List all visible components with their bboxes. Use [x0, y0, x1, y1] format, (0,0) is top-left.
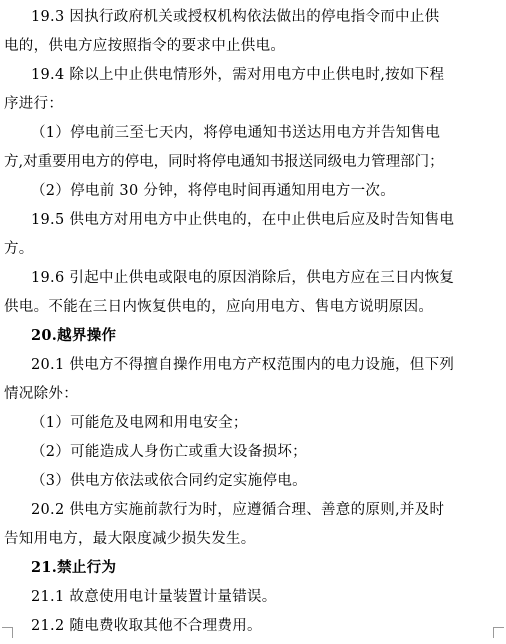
clause-19-4-line-2: 序进行： [4, 96, 64, 112]
margin-corner-mark-right [493, 627, 504, 638]
section-21-heading: 21.禁止行为 [31, 559, 117, 576]
clause-19-6-line-1: 19.6 引起中止供电或限电的原因消除后，供电方应在三日内恢复 [31, 270, 455, 286]
clause-20-1-line-2: 情况除外： [4, 386, 78, 402]
section-20-heading: 20.越界操作 [31, 327, 117, 344]
margin-corner-mark-left [2, 627, 13, 638]
clause-21-2: 21.2 随电费收取其他不合理费用。 [31, 618, 262, 634]
clause-19-6-line-2: 供电。不能在三日内恢复供电的，应向用电方、售电方说明原因。 [4, 299, 434, 315]
clause-20-1-line-1: 20.1 供电方不得擅自操作用电方产权范围内的电力设施，但下列 [31, 357, 455, 373]
clause-19-4-item-1-line-2: 方,对重要用电方的停电，同时将停电通知书报送同级电力管理部门； [4, 154, 444, 170]
clause-19-3-line-1: 19.3 因执行政府机关或授权机构依法做出的停电指令而中止供 [31, 9, 440, 25]
clause-19-4-item-1-line-1: （1）停电前三至七天内，将停电通知书送达用电方并告知售电 [31, 125, 441, 141]
clause-20-2-line-2: 告知用电方，最大限度减少损失发生。 [4, 531, 256, 547]
clause-20-1-item-1: （1）可能危及电网和用电安全； [31, 415, 248, 431]
clause-21-1: 21.1 故意使用电计量装置计量错误。 [31, 589, 277, 605]
clause-20-2-line-1: 20.2 供电方实施前款行为时，应遵循合理、善意的原则,并及时 [31, 502, 445, 518]
clause-19-5-line-1: 19.5 供电方对用电方中止供电的，在中止供电后应及时告知售电 [31, 212, 455, 228]
clause-19-5-line-2: 方。 [4, 241, 34, 257]
clause-19-4-item-2: （2）停电前 30 分钟，将停电时间再通知用电方一次。 [31, 183, 395, 199]
clause-20-1-item-3: （3）供电方依法或依合同约定实施停电。 [31, 473, 307, 489]
clause-19-4-line-1: 19.4 除以上中止供电情形外，需对用电方中止供电时,按如下程 [31, 67, 445, 83]
clause-20-1-item-2: （2）可能造成人身伤亡或重大设备损坏； [31, 444, 307, 460]
clause-19-3-line-2: 电的，供电方应按照指令的要求中止供电。 [4, 38, 286, 54]
